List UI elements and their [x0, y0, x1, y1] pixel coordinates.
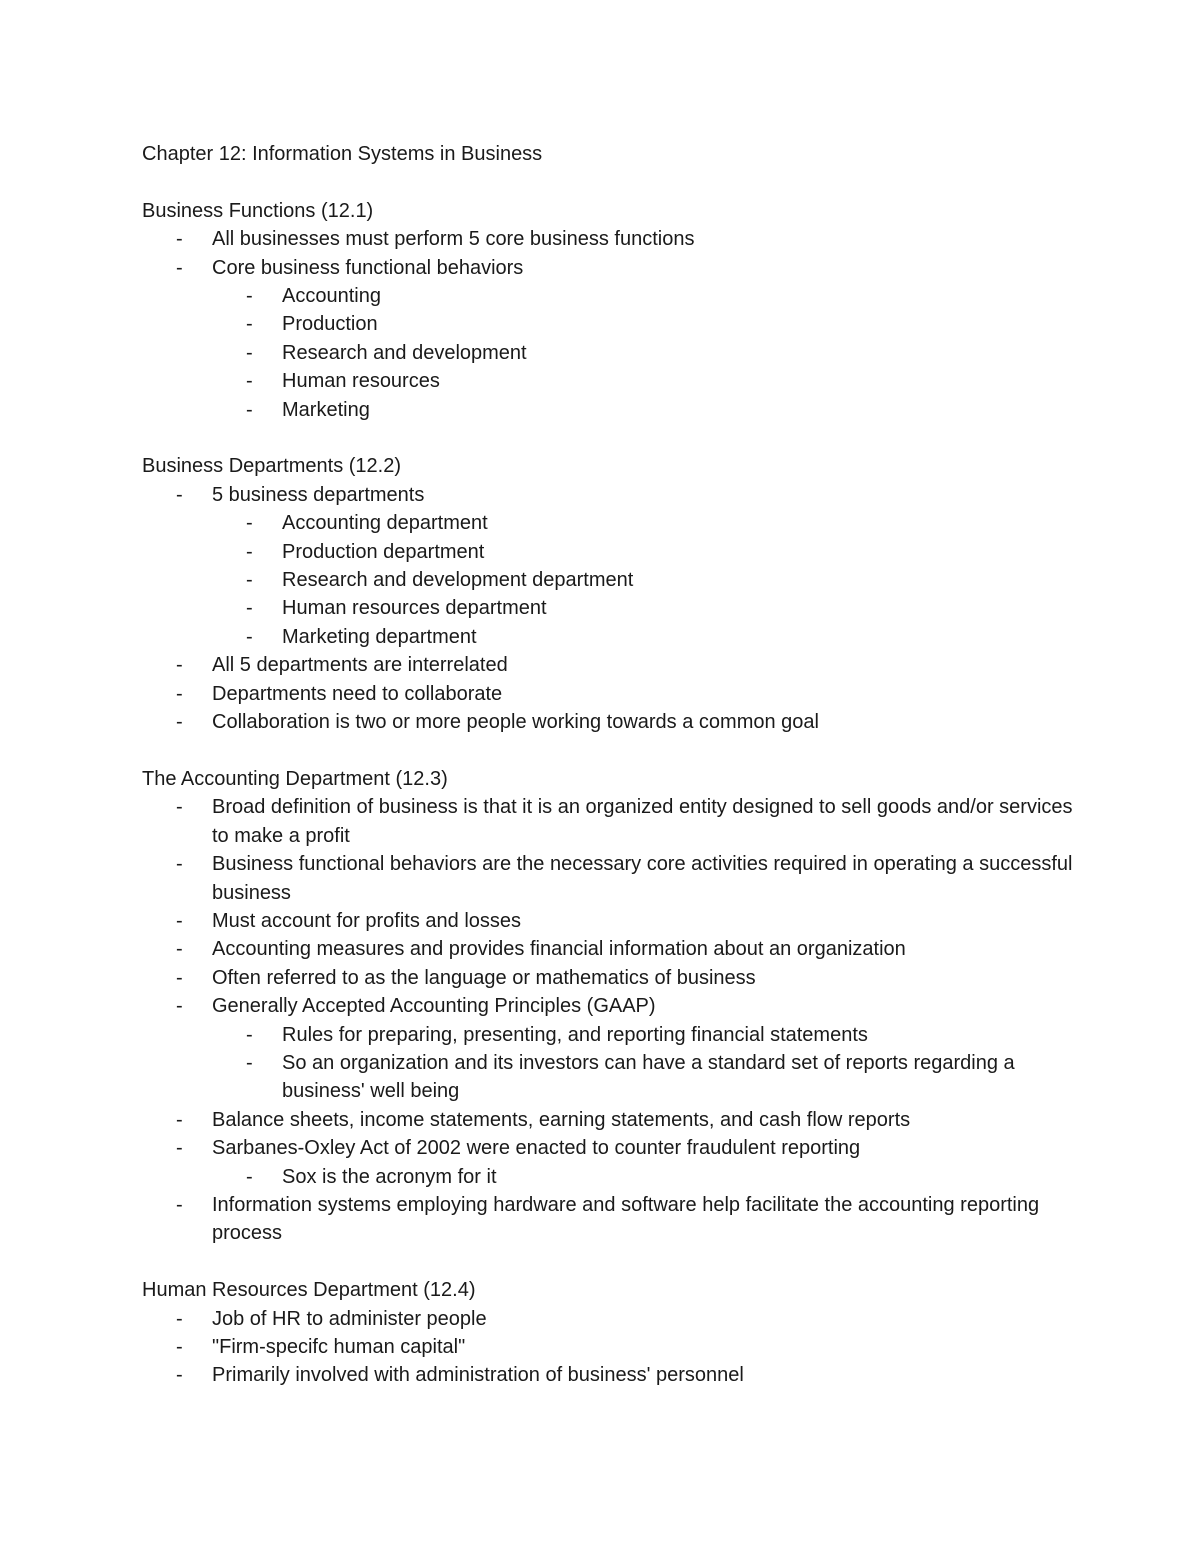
list-item-text: All 5 departments are interrelated [212, 654, 508, 677]
list-item-text: Accounting measures and provides financial information about an organization [212, 938, 906, 961]
list-item [142, 225, 1082, 253]
bullet-dash: - [176, 1336, 183, 1358]
list-item [142, 1106, 1082, 1134]
list-item [142, 708, 1082, 736]
list-item-text: 5 business departments [212, 483, 425, 506]
list-item [142, 538, 1082, 566]
section-heading: Human Resources Department (12.4) [142, 1279, 476, 1302]
list-item [142, 793, 1082, 850]
bullet-dash: - [246, 313, 253, 336]
bullet-dash: - [176, 228, 183, 251]
list-item [142, 935, 1082, 963]
document-title: Chapter 12: Information Systems in Business [142, 143, 543, 165]
bullet-dash: - [176, 1193, 183, 1216]
list-item [142, 594, 1082, 622]
list-item-text: Production department [282, 540, 485, 563]
list-item-text: Human resources [282, 370, 440, 393]
list-item [142, 907, 1082, 935]
section [142, 197, 1082, 424]
bullet-dash: - [246, 1023, 253, 1046]
section [142, 765, 1082, 1248]
list-item-text: Sarbanes-Oxley Act of 2002 were enacted to counter fraudulent reporting [212, 1137, 861, 1160]
list-item-text: Balance sheets, income statements, earning statements, and cash flow reports [212, 1108, 911, 1131]
section [142, 1276, 1082, 1390]
bullet-dash: - [246, 341, 253, 364]
list-item-text: Core business functional behaviors [212, 256, 524, 279]
bullet-dash: - [176, 682, 183, 705]
list-item-text: Generally Accepted Accounting Principles (GAAP) [212, 995, 656, 1018]
list-item [142, 1049, 1082, 1106]
bullet-dash: - [246, 512, 253, 535]
list-item-text: Primarily involved with administration of business' personnel [212, 1364, 744, 1387]
list-item [142, 680, 1082, 708]
list-item [142, 1163, 1082, 1191]
list-item-text: Research and development department [282, 569, 634, 592]
list-item [142, 1021, 1082, 1049]
bullet-dash: - [176, 256, 183, 279]
bullet-dash: - [176, 711, 183, 734]
bullet-dash: - [176, 1108, 183, 1131]
list-item [142, 992, 1082, 1020]
bullet-dash: - [246, 285, 253, 308]
bullet-dash: - [246, 597, 253, 620]
list-item-text: So an organization and its investors can have a standard set of reports regarding a business' well being [282, 1051, 1015, 1103]
list-item-text: "Firm-specifc human capital" [212, 1336, 466, 1358]
bullet-dash: - [246, 398, 253, 421]
list-item [142, 1134, 1082, 1162]
list-item [142, 339, 1082, 367]
list-item-text: Production [282, 313, 378, 336]
bullet-dash: - [176, 796, 183, 819]
list-item [142, 1333, 1082, 1361]
list-item-text: Research and development [282, 341, 527, 364]
bullet-dash: - [176, 483, 183, 506]
list-item [142, 254, 1082, 282]
list-item [142, 481, 1082, 509]
bullet-dash: - [176, 1364, 183, 1387]
list-item-text: Rules for preparing, presenting, and reporting financial statements [282, 1023, 868, 1046]
bullet-dash: - [176, 1137, 183, 1160]
list-item-text: Marketing [282, 398, 370, 421]
list-item [142, 396, 1082, 424]
list-item [142, 1305, 1082, 1333]
list-item [142, 282, 1082, 310]
list-item [142, 566, 1082, 594]
list-item-text: Information systems employing hardware and software help facilitate the accounting reporting process [212, 1193, 1040, 1245]
list-item-text: Marketing department [282, 625, 477, 648]
bullet-dash: - [246, 1165, 253, 1188]
list-item [142, 367, 1082, 395]
bullet-dash: - [176, 909, 183, 932]
bullet-dash: - [176, 853, 183, 876]
list-item [142, 651, 1082, 679]
list-item [142, 964, 1082, 992]
list-item-text: Accounting department [282, 512, 488, 535]
document-body [142, 140, 1082, 1418]
bullet-dash: - [176, 1307, 183, 1330]
list-item [142, 623, 1082, 651]
section-list [142, 197, 1082, 1390]
bullet-dash: - [246, 625, 253, 648]
list-item [142, 1191, 1082, 1248]
list-item [142, 310, 1082, 338]
list-item-text: Human resources department [282, 597, 547, 620]
bullet-dash: - [176, 966, 183, 989]
list-item-text: Collaboration is two or more people working towards a common goal [212, 711, 819, 734]
list-item-text: Departments need to collaborate [212, 682, 503, 705]
list-item-text: Business functional behaviors are the necessary core activities required in operating a successful business [212, 853, 1073, 904]
section [142, 452, 1082, 736]
bullet-dash: - [176, 654, 183, 677]
section-heading: Business Departments (12.2) [142, 455, 402, 478]
list-item-text: Accounting [282, 285, 381, 308]
section-heading: The Accounting Department (12.3) [142, 767, 448, 790]
list-item-text: Job of HR to administer people [212, 1307, 487, 1330]
list-item-text: Often referred to as the language or mathematics of business [212, 966, 756, 989]
section-heading: Business Functions (12.1) [142, 199, 374, 222]
list-item-text: Broad definition of business is that it is an organized entity designed to sell goods and/or services to make a profit [212, 796, 1073, 847]
bullet-dash: - [176, 938, 183, 961]
list-item-text: Sox is the acronym for it [282, 1165, 497, 1188]
list-item [142, 1361, 1082, 1389]
list-item [142, 850, 1082, 907]
bullet-dash: - [246, 1051, 253, 1074]
list-item-text: Must account for profits and losses [212, 909, 522, 932]
bullet-dash: - [246, 569, 253, 592]
bullet-dash: - [246, 540, 253, 563]
list-item-text: All businesses must perform 5 core business functions [212, 228, 695, 251]
bullet-dash: - [246, 370, 253, 393]
list-item [142, 509, 1082, 537]
bullet-dash: - [176, 995, 183, 1018]
